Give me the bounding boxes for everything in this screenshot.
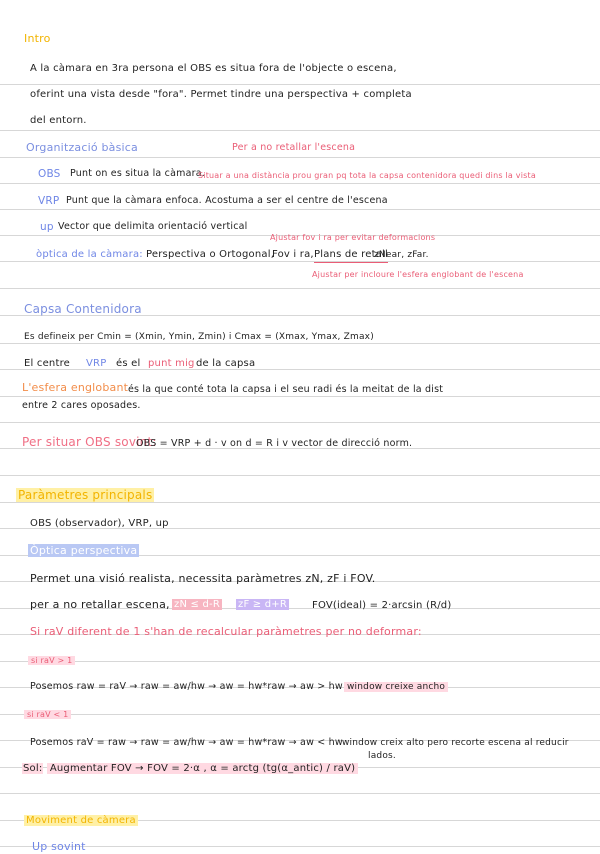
- text-obs: Punt on es situa la càmara.: [70, 168, 205, 179]
- formula-zn: [172, 598, 222, 612]
- text-capsa-def: Es defineix per Cmin = (Xmin, Ymin, Zmin) i Cmax = (Xmax, Ymax, Zmax): [24, 332, 374, 342]
- cond-rav-lt-1: [24, 708, 71, 722]
- text-optica-4: zNear, zFar.: [374, 250, 429, 260]
- note-ajustar-fov: Ajustar fov i ra per evitar deformacions: [270, 233, 436, 242]
- text-situar-obs: Per situar OBS sovint:: [22, 435, 157, 449]
- rule-line: [0, 288, 600, 289]
- formula-zf: [236, 598, 289, 612]
- heading-moviment: [24, 814, 138, 828]
- text-vrp: Punt que la càmara enfoca. Acostuma a ser el centre de l'escena: [66, 195, 388, 206]
- text-no-retallar: per a no retallar escena,: [30, 598, 170, 611]
- text-esfera-desc-2: entre 2 cares oposades.: [22, 400, 141, 411]
- heading-optica-perspectiva: [28, 544, 139, 558]
- formula-rav-gt-1: Posemos raw = raV → raw = aw/hw → aw = hw*raw → aw > hw: [30, 681, 343, 692]
- solution-fov: [22, 762, 358, 776]
- cond-rav-gt-1-text: si raV > 1: [28, 656, 75, 665]
- formula-situar-obs: OBS = VRP + d · v on d = R i v vector de direcció norm.: [136, 438, 413, 449]
- label-vrp: VRP: [38, 195, 60, 207]
- note-ajustar-esfera: Ajustar per incloure l'esfera englobant de l'escena: [312, 270, 524, 279]
- text-up: Vector que delimita orientació vertical: [58, 221, 248, 232]
- solution-formula: Augmentar FOV → FOV = 2·α , α = arctg (tg(α_antic) / raV): [47, 763, 358, 774]
- label-obs: OBS: [38, 168, 61, 180]
- text-capsa-centre: El centre: [24, 358, 71, 369]
- text-esfera-desc: és la que conté tota la capsa i el seu radi és la meitat de la dist: [128, 384, 444, 395]
- heading-optica-perspectiva-text: Òptica perspectiva: [30, 544, 138, 557]
- rule-line: [0, 793, 600, 794]
- cond-rav-gt-1: [28, 654, 75, 668]
- rule-line: [0, 209, 600, 210]
- text-optica-perspectiva: Permet una visió realista, necessita paràmetres zN, zF i FOV.: [30, 572, 376, 585]
- text-optica-3: Plans de retall: [314, 248, 388, 263]
- formula-fov-ideal: FOV(ideal) = 2·arcsin (R/d): [312, 600, 452, 611]
- note-window-ancho: [344, 680, 448, 694]
- text-optica-1: Perspectiva o Ortogonal,: [146, 249, 275, 260]
- text-capsa-esel: és el: [116, 358, 141, 369]
- cond-rav-lt-1-text: si raV < 1: [24, 710, 71, 719]
- text-esfera-englobant: L'esfera englobant: [22, 381, 129, 394]
- rule-line: [0, 157, 600, 158]
- text-optica-2: Fov i ra,: [272, 249, 314, 260]
- formula-zf-text: zF ≥ d+R: [238, 599, 288, 610]
- rule-line: [0, 502, 600, 503]
- text-capsa-vrp: VRP: [86, 358, 107, 369]
- solution-label: Sol:: [23, 763, 43, 774]
- text-capsa-delacapsa: de la capsa: [196, 358, 256, 369]
- note-no-retallar: Per a no retallar l'escena: [232, 142, 356, 153]
- rule-line: [0, 422, 600, 423]
- rule-line: [0, 661, 600, 662]
- heading-moviment-text: Moviment de càmera: [26, 815, 136, 826]
- rule-line: [0, 475, 600, 476]
- heading-organitzacio: Organització bàsica: [26, 141, 138, 154]
- note-window-alto: window creix alto pero recorte escena al reducir: [342, 738, 569, 748]
- intro-text: oferint una vista desde "fora". Permet tindre una perspectiva + completa: [30, 89, 412, 100]
- intro-text: del entorn.: [30, 115, 87, 126]
- note-window-alto-2: lados.: [368, 751, 396, 761]
- heading-parametres-text: Paràmetres principals: [18, 488, 153, 502]
- text-up-sovint: Up sovint: [32, 840, 86, 853]
- rule-line: [0, 130, 600, 131]
- formula-zn-text: zN ≤ d-R: [174, 599, 220, 610]
- rule-line: [0, 714, 600, 715]
- note-obs: Situar a una distància prou gran pq tota la capsa contenidora quedi dins la vista: [198, 171, 536, 180]
- text-capsa-puntmig: punt mig: [148, 358, 195, 369]
- label-up: up: [40, 221, 54, 233]
- heading-capsa: Capsa Contenidora: [24, 302, 142, 316]
- text-parametres-list: OBS (observador), VRP, up: [30, 518, 169, 529]
- label-optica: òptica de la càmara:: [36, 249, 143, 260]
- intro-text: A la càmara en 3ra persona el OBS es situa fora de l'objecte o escena,: [30, 63, 397, 74]
- text-si-rav-diferent: Si raV diferent de 1 s'han de recalcular paràmetres per no deformar:: [30, 625, 422, 638]
- heading-parametres: [16, 488, 154, 502]
- rule-line: [0, 846, 600, 847]
- rule-line: [0, 183, 600, 184]
- heading-intro: Intro: [24, 32, 51, 45]
- rule-line: [0, 84, 600, 85]
- note-window-ancho-text: window creixe ancho: [344, 682, 448, 692]
- formula-rav-lt-1: Posemos raV = raw → raw = aw/hw → aw = hw*raw → aw < hw: [30, 737, 343, 748]
